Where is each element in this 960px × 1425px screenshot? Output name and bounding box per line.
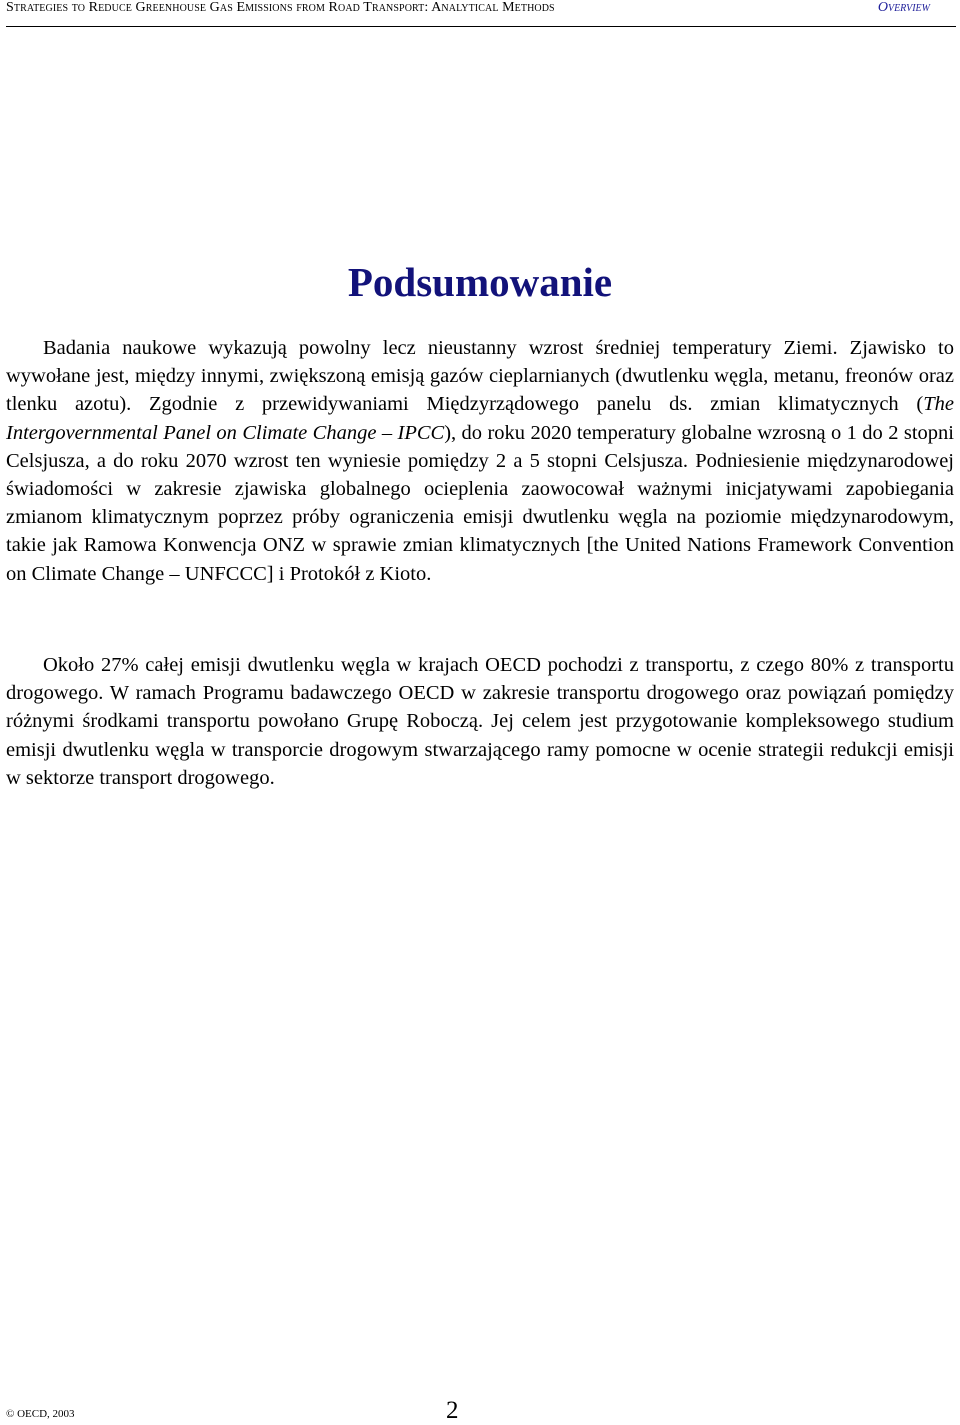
footer-copyright: © OECD, 2003: [6, 1408, 75, 1420]
paragraph-1-text-b: ), do roku 2020 temperatury globalne wzrosną o 1 do 2 stopni Celsjusza, a do roku 2070 wzrost ten wyniesie pomiędzy 2 a 5 stopni Celsjusza. Podniesienie międzynarodowej świadomości w zakresie zjawiska globalnego ocieplenia zaowocował ważnymi inicjatywami zapobiegania zmianom klimatycznym poprzez próby ograniczenia emisji dwutlenku węgla na poziomie międzynarodowym, takie jak Ramowa Konwencja ONZ w sprawie zmian klimatycznych [the United Nations Framework Convention on Climate Change – UNFCCC] i Protokół z Kioto.: [6, 421, 954, 585]
page-title: Podsumowanie: [347, 259, 613, 305]
paragraph-1: [6, 334, 954, 588]
paragraph-1-italic: The Intergovernmental Panel on Climate Change – IPCC: [6, 393, 954, 444]
paragraph-1-text-a: Badania naukowe wykazują powolny lecz nieustanny wzrost średniej temperatury Ziemi. Zjawisko to wywołane jest, między innymi, zwiększoną emisją gazów cieplarnianych (dwutlenku węgla, metanu, freonów oraz tlenku azotu). Zgodnie z przewidywaniami Międzyrządowego panelu ds. zmian klimatycznych (: [6, 337, 954, 416]
page-number: 2: [446, 1397, 459, 1424]
header-title: Strategies to Reduce Greenhouse Gas Emissions from Road Transport: Analytical Methods: [6, 0, 555, 15]
paragraph-2: Około 27% całej emisji dwutlenku węgla w krajach OECD pochodzi z transportu, z czego 80% z transportu drogowego. W ramach Programu badawczego OECD w zakresie transportu drogowego oraz powiązań pomiędzy różnymi środkami transportu powołano Grupę Roboczą. Jej celem jest przygotowanie kompleksowego studium emisji dwutlenku węgla w transporcie drogowym stwarzającego ramy pomocne w ocenie strategii redukcji emisji w sektorze transport drogowego.: [6, 654, 954, 789]
header-section: Overview: [877, 0, 930, 15]
running-header: [6, 0, 956, 27]
